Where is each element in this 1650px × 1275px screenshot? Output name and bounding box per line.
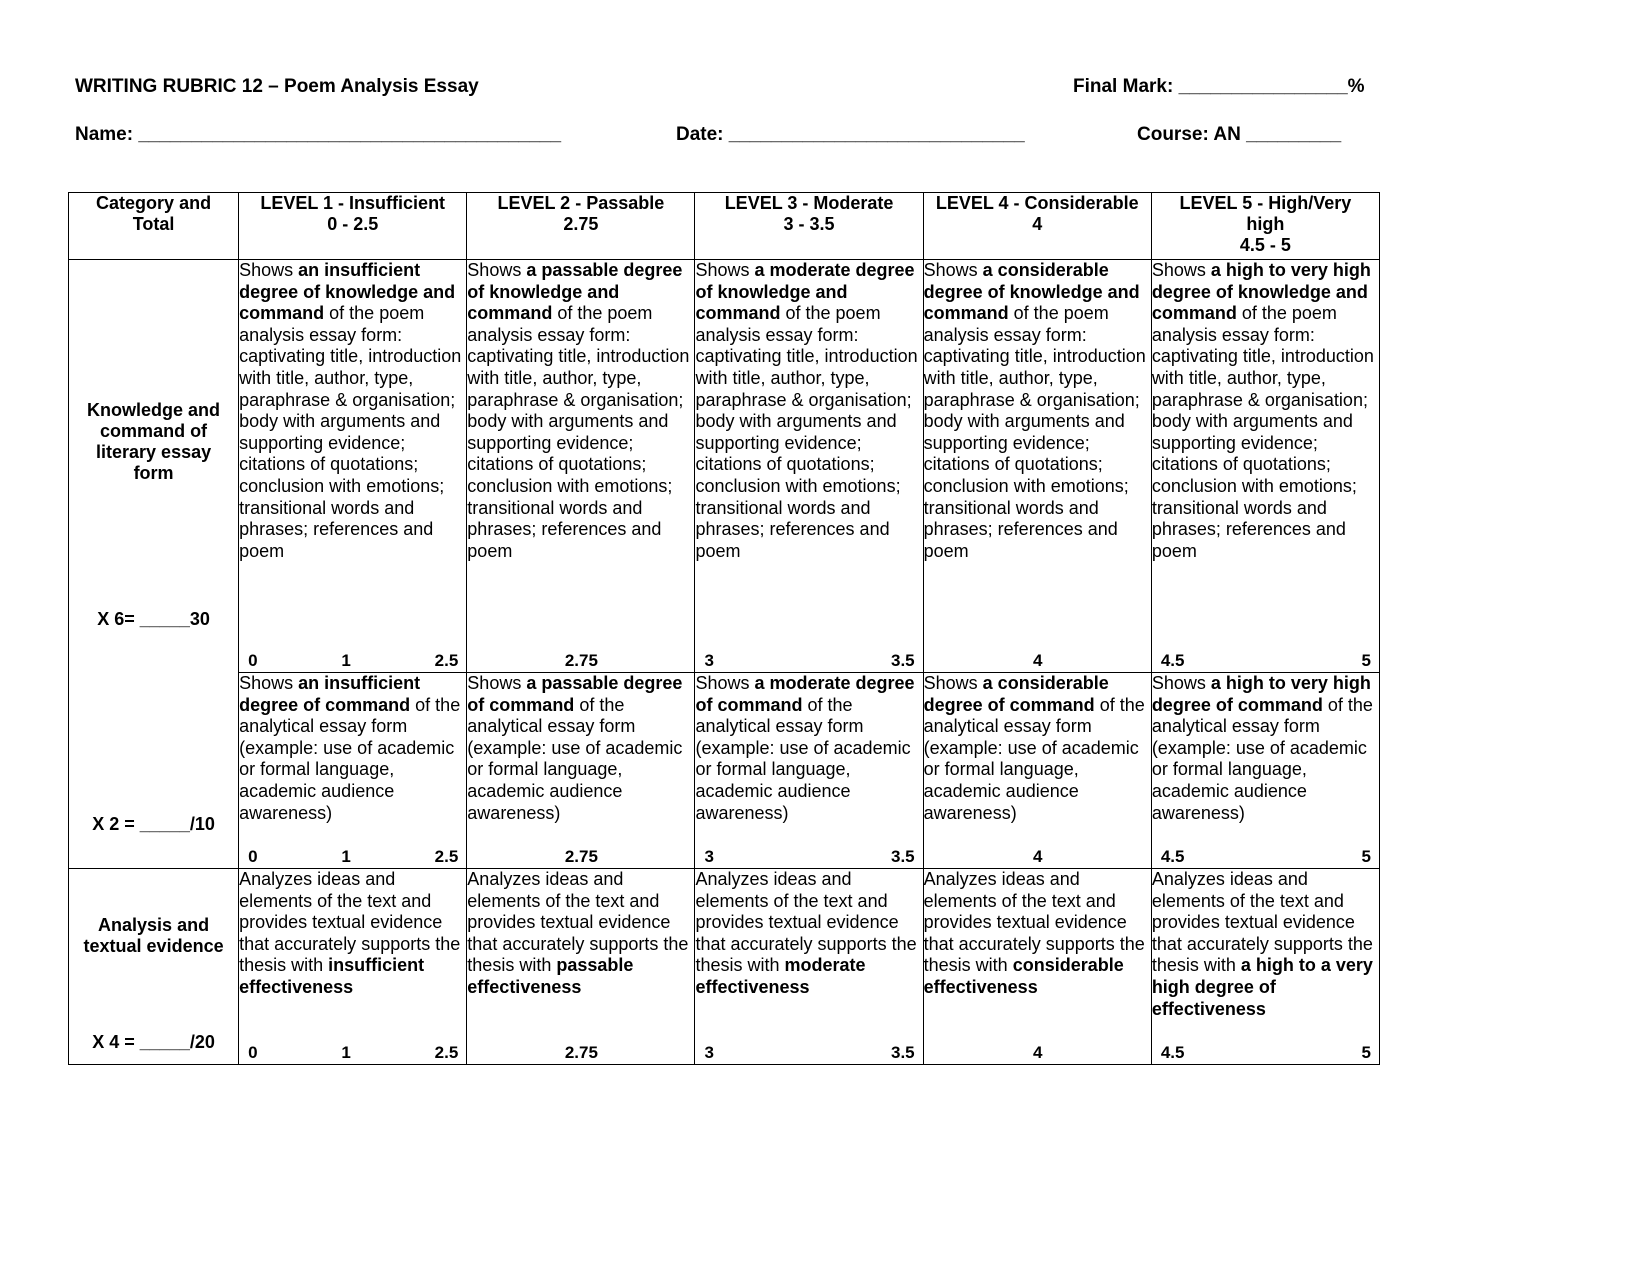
cell-description: Analyzes ideas and elements of the text and provides textual evidence that accurately supports the thesis with moderate effectiveness xyxy=(695,869,917,997)
rubric-row-command xyxy=(69,673,1380,869)
rubric-table xyxy=(68,192,1380,1065)
category-cell-command xyxy=(69,673,239,869)
score-scale: 2.75 xyxy=(564,1043,598,1062)
category-label: Analysis and textual evidence xyxy=(83,915,224,956)
final-mark-field[interactable]: Final Mark: ________________% xyxy=(1073,76,1365,97)
category-label: Knowledge and command of literary essay form xyxy=(87,400,221,483)
cell-description: Shows a passable degree of command of the analytical essay form (example: use of academic or formal language, academic audience awareness) xyxy=(467,673,683,823)
score-scale: 4.5 5 xyxy=(1160,1043,1371,1062)
score-scale: 4 xyxy=(1032,651,1043,670)
rubric-cell xyxy=(239,260,467,673)
cell-description: Analyzes ideas and elements of the text and provides textual evidence that accurately supports the thesis with a high to a very high degree of effectiveness xyxy=(1151,869,1373,1019)
rubric-row-analysis xyxy=(69,869,1380,1065)
rubric-header-row xyxy=(69,193,1380,260)
level-2-header: LEVEL 2 - Passable 2.75 xyxy=(467,193,695,260)
rubric-cell xyxy=(239,673,467,869)
category-cell-knowledge xyxy=(69,260,239,673)
cell-description: Shows a high to very high degree of knowledge and command of the poem analysis essay form: captivating title, introduction with title, author, type, paraphrase & organisation; body with arguments and supporting evidence; citations of quotations; conclusion with emotions; transitional words and phrases; references and poem xyxy=(1151,260,1374,561)
cell-description: Analyzes ideas and elements of the text and provides textual evidence that accurately supports the thesis with considerable effectiveness xyxy=(923,869,1145,997)
cell-description: Shows an insufficient degree of knowledge and command of the poem analysis essay form: captivating title, introduction with title, author, type, paraphrase & organisation; body with arguments and supporting evidence; citations of quotations; conclusion with emotions; transitional words and phrases; references and poem xyxy=(239,260,462,561)
multiplier-label[interactable]: X 6= _____30 xyxy=(97,609,210,629)
multiplier-label[interactable]: X 2 = _____/10 xyxy=(92,813,215,834)
rubric-row-knowledge xyxy=(69,260,1380,673)
rubric-cell xyxy=(695,260,923,673)
cell-description: Shows a passable degree of knowledge and command of the poem analysis essay form: captivating title, introduction with title, author, type, paraphrase & organisation; body with arguments and supporting evidence; citations of quotations; conclusion with emotions; transitional words and phrases; references and poem xyxy=(467,260,690,561)
score-scale: 4.5 5 xyxy=(1160,847,1371,866)
cell-description: Shows a moderate degree of knowledge and command of the poem analysis essay form: captivating title, introduction with title, author, type, paraphrase & organisation; body with arguments and supporting evidence; citations of quotations; conclusion with emotions; transitional words and phrases; references and poem xyxy=(695,260,918,561)
cell-description: Shows an insufficient degree of command of the analytical essay form (example: use of academic or formal language, academic audience awareness) xyxy=(239,673,461,823)
level-4-header: LEVEL 4 - Considerable 4 xyxy=(923,193,1151,260)
rubric-cell xyxy=(923,260,1151,673)
category-header: Category and Total xyxy=(69,193,239,260)
score-scale: 3 3.5 xyxy=(704,1043,915,1062)
cell-description: Shows a moderate degree of command of the analytical essay form (example: use of academic or formal language, academic audience awareness) xyxy=(695,673,915,823)
rubric-title: WRITING RUBRIC 12 – Poem Analysis Essay xyxy=(75,76,479,97)
level-1-header: LEVEL 1 - Insufficient 0 - 2.5 xyxy=(239,193,467,260)
score-scale: 3 3.5 xyxy=(704,847,915,866)
score-scale: 4 xyxy=(1032,847,1043,866)
cell-description: Shows a high to very high degree of command of the analytical essay form (example: use of academic or formal language, academic audience awareness) xyxy=(1151,673,1373,823)
rubric-cell xyxy=(467,673,695,869)
score-scale: 0 1 2.5 xyxy=(248,1043,459,1062)
cell-description: Analyzes ideas and elements of the text and provides textual evidence that accurately supports the thesis with insufficient effectiveness xyxy=(239,869,461,997)
score-scale: 2.75 xyxy=(564,651,598,670)
course-field[interactable]: Course: AN _________ xyxy=(1137,124,1342,145)
name-field[interactable]: Name: ________________________________________ xyxy=(75,124,562,145)
rubric-cell xyxy=(923,673,1151,869)
date-field[interactable]: Date: ____________________________ xyxy=(676,124,1025,145)
rubric-cell xyxy=(467,869,695,1065)
rubric-cell xyxy=(1151,673,1379,869)
level-3-header: LEVEL 3 - Moderate 3 - 3.5 xyxy=(695,193,923,260)
score-scale: 0 1 2.5 xyxy=(248,651,459,670)
rubric-cell xyxy=(923,869,1151,1065)
score-scale: 3 3.5 xyxy=(704,651,915,670)
level-5-header: LEVEL 5 - High/Very high 4.5 - 5 xyxy=(1151,193,1379,260)
cell-description: Analyzes ideas and elements of the text and provides textual evidence that accurately supports the thesis with passable effectiveness xyxy=(467,869,689,997)
multiplier-label[interactable]: X 4 = _____/20 xyxy=(92,1032,215,1052)
rubric-cell xyxy=(467,260,695,673)
rubric-cell xyxy=(695,869,923,1065)
score-scale: 4.5 5 xyxy=(1160,651,1371,670)
score-scale: 4 xyxy=(1032,1043,1043,1062)
score-scale: 2.75 xyxy=(564,847,598,866)
rubric-cell xyxy=(1151,869,1379,1065)
rubric-cell xyxy=(1151,260,1379,673)
category-cell-analysis xyxy=(69,869,239,1065)
cell-description: Shows a considerable degree of command of the analytical essay form (example: use of academic or formal language, academic audience awareness) xyxy=(923,673,1145,823)
cell-description: Shows a considerable degree of knowledge and command of the poem analysis essay form: captivating title, introduction with title, author, type, paraphrase & organisation; body with arguments and supporting evidence; citations of quotations; conclusion with emotions; transitional words and phrases; references and poem xyxy=(923,260,1146,561)
rubric-cell xyxy=(695,673,923,869)
score-scale: 0 1 2.5 xyxy=(248,847,459,866)
rubric-cell xyxy=(239,869,467,1065)
